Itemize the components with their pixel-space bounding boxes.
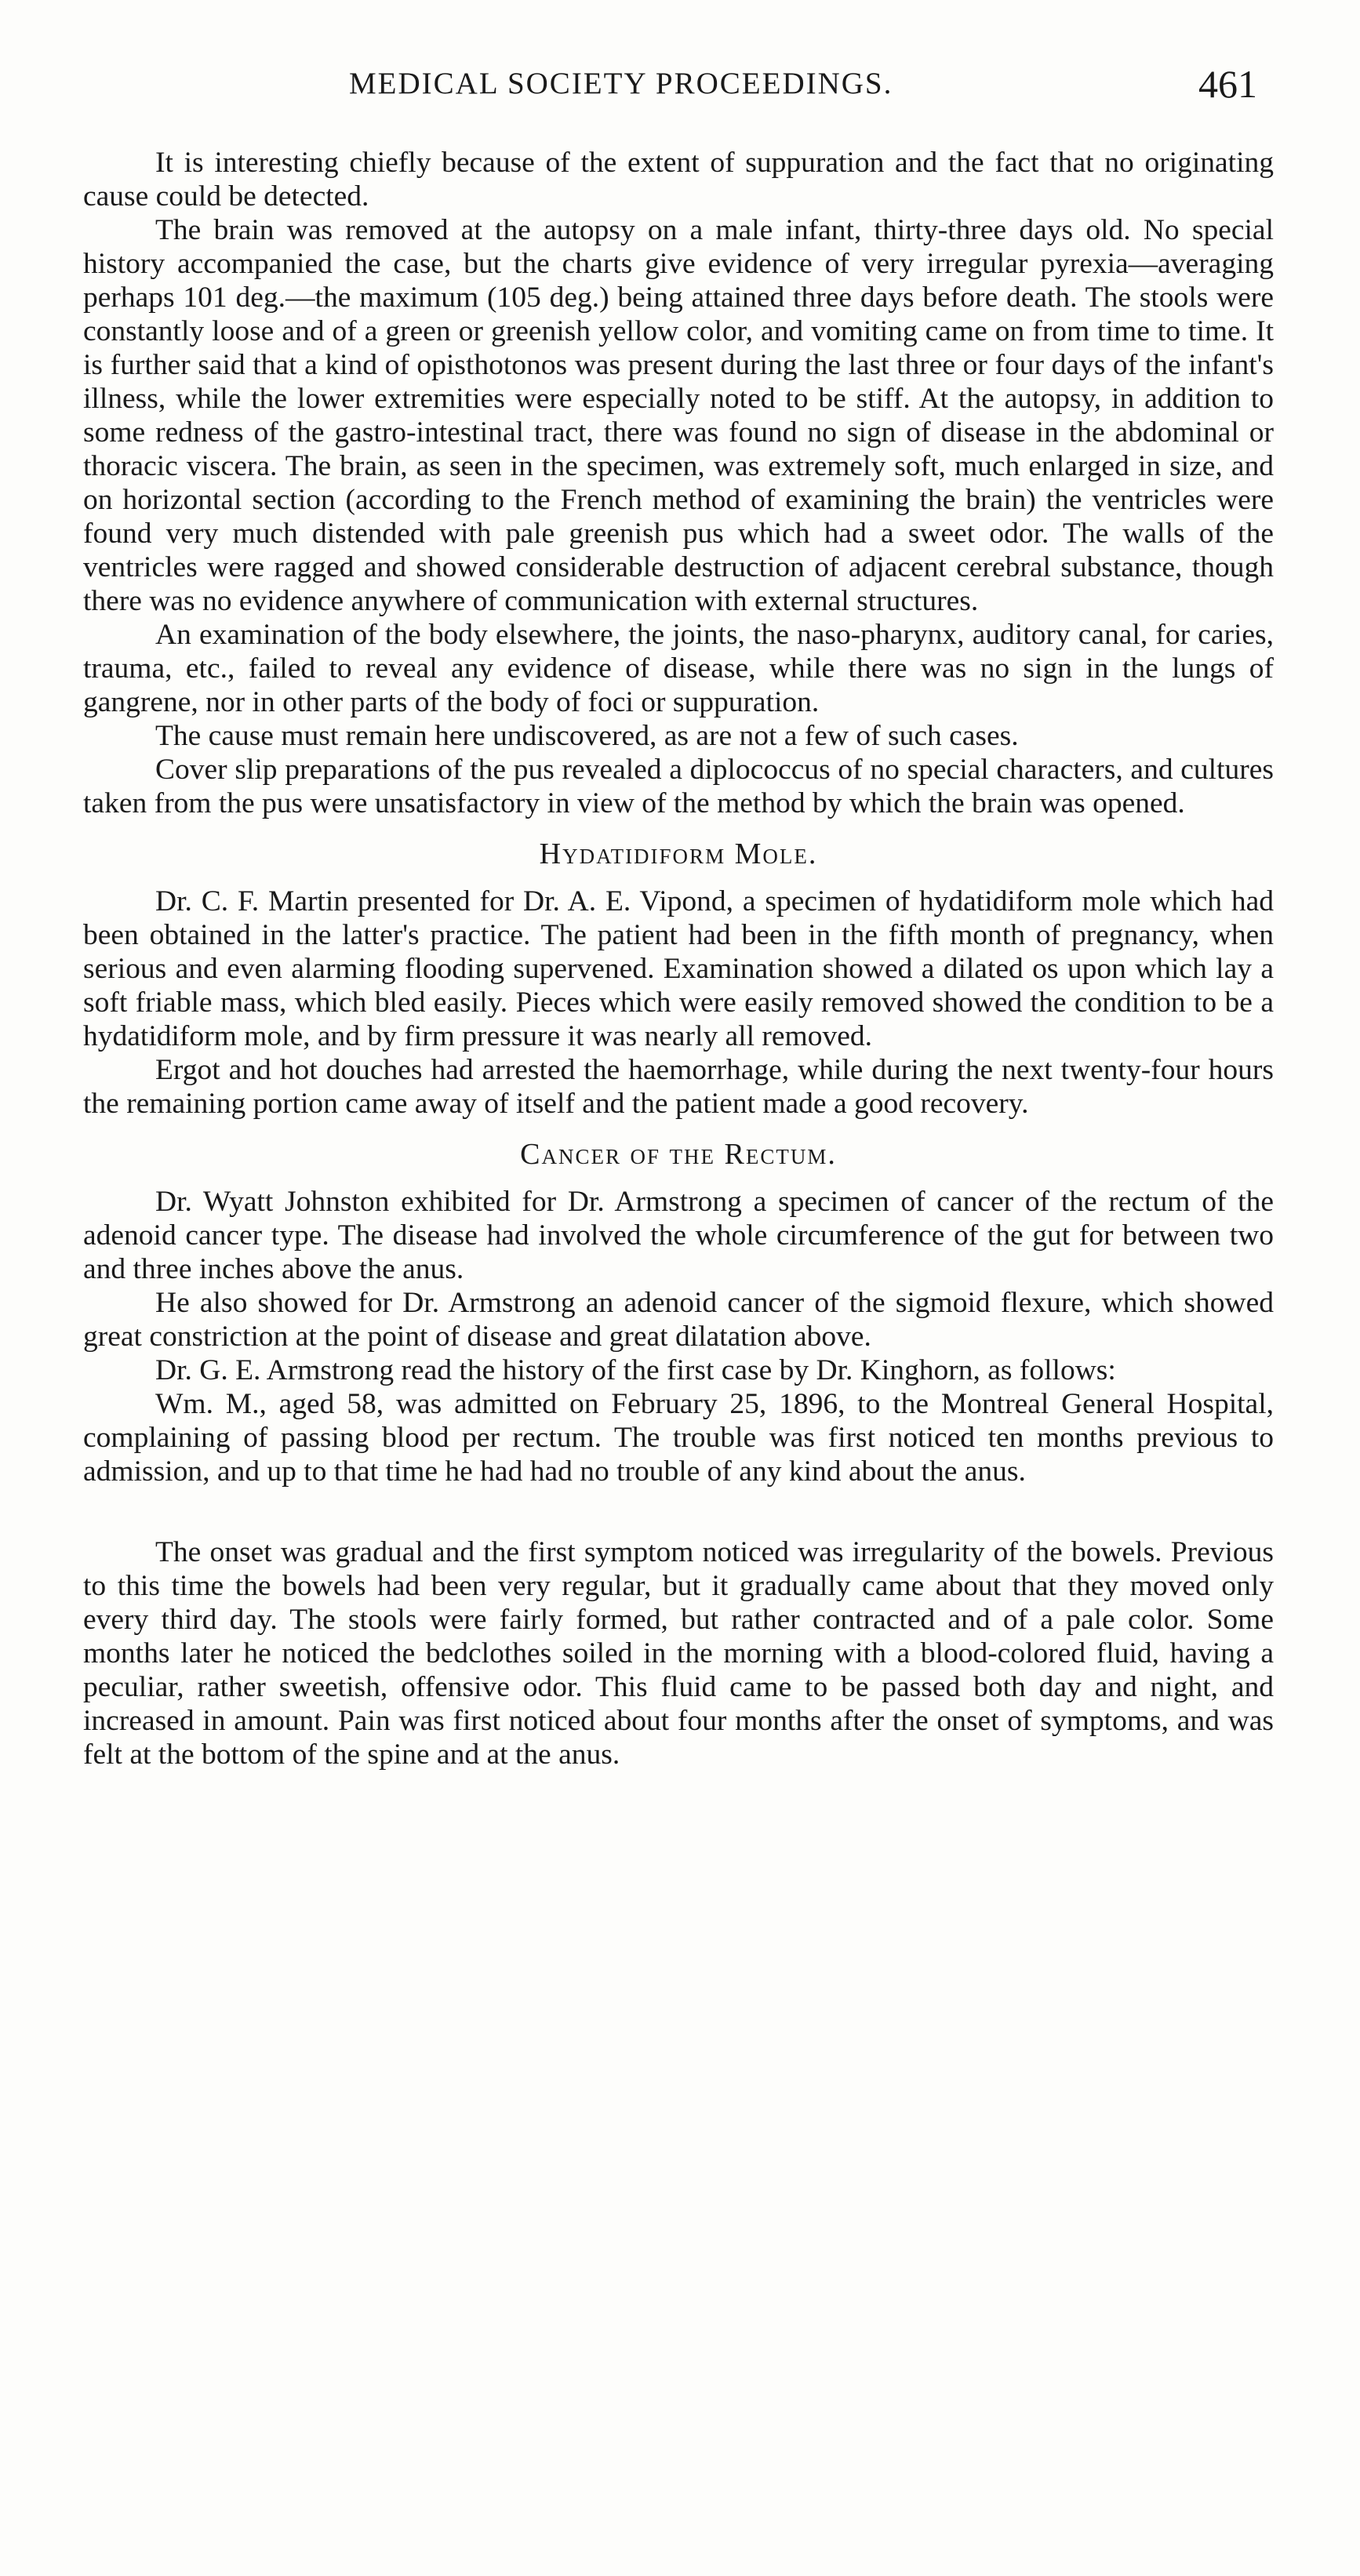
body-text: [83, 146, 1274, 1771]
section-heading-cancer-of-rectum: Cancer of the Rectum.: [520, 1138, 837, 1171]
paragraph: The cause must remain here undiscovered, as are not a few of such cases.: [155, 720, 1019, 752]
section-heading-hydatidiform-mole: Hydatidiform Mole.: [539, 837, 818, 870]
paragraph: Dr. Wyatt Johnston exhibited for Dr. Armstrong a specimen of cancer of the rectum of the adenoid cancer type. The disease had involved the whole circumference of the gut for between two and three inches above the anus.: [83, 1186, 1274, 1285]
paragraph: The onset was gradual and the first symptom noticed was irregularity of the bowels. Previous to this time the bowels had been very regular, but it gradually came about that they moved only every third day. The stools were fairly formed, but rather contracted and of a pale color. Some months later he noticed the bedclothes soiled in the morning with a blood-colored fluid, having a peculiar, rather sweetish, offensive odor. This fluid came to be passed both day and night, and increased in amount. Pain was first noticed about four months after the onset of symptoms, and was felt at the bottom of the spine and at the anus.: [83, 1536, 1274, 1771]
paragraph-gap: [83, 1488, 1274, 1535]
paragraph: Dr. G. E. Armstrong read the history of the first case by Dr. Kinghorn, as follows:: [155, 1354, 1116, 1386]
page-number: 461: [1198, 62, 1257, 106]
paragraph: Ergot and hot douches had arrested the haemorrhage, while during the next twenty-four hours the remaining portion came away of itself and the patient made a good recovery.: [83, 1054, 1274, 1120]
paragraph: Dr. C. F. Martin presented for Dr. A. E. Vipond, a specimen of hydatidiform mole which had been obtained in the latter's practice. The patient had been in the fifth month of pregnancy, when serious and even alarming flooding supervened. Examination showed a dilated os upon which lay a soft friable mass, which bled easily. Pieces which were easily removed showed the condition to be a hydatidiform mole, and by firm pressure it was nearly all removed.: [83, 885, 1274, 1052]
running-title: MEDICAL SOCIETY PROCEEDINGS.: [349, 67, 893, 100]
paragraph: Cover slip preparations of the pus revealed a diplococcus of no special characters, and cultures taken from the pus were unsatisfactory in view of the method by which the brain was opened.: [83, 754, 1274, 819]
page-header: [0, 61, 1360, 116]
paragraph: The brain was removed at the autopsy on a male infant, thirty-three days old. No special history accompanied the case, but the charts give evidence of very irregular pyrexia—averaging perhaps 101 deg.—the maximum (105 deg.) being attained three days before death. The stools were constantly loose and of a green or greenish yellow color, and vomiting came on from time to time. It is further said that a kind of opisthotonos was present during the last three or four days of the infant's illness, while the lower extremities were especially noted to be stiff. At the autopsy, in addition to some redness of the gastro-intestinal tract, there was found no sign of disease in the abdominal or thoracic viscera. The brain, as seen in the specimen, was extremely soft, much enlarged in size, and on horizontal section (according to the French method of examining the brain) the ventricles were found very much distended with pale greenish pus which had a sweet odor. The walls of the ventricles were ragged and showed considerable destruction of adjacent cerebral substance, though there was no evidence anywhere of communication with external structures.: [83, 214, 1274, 617]
paragraph: It is interesting chiefly because of the extent of suppuration and the fact that no originating cause could be detected.: [83, 147, 1274, 213]
paragraph: He also showed for Dr. Armstrong an adenoid cancer of the sigmoid flexure, which showed great constriction at the point of disease and great dilatation above.: [83, 1287, 1274, 1353]
paragraph: An examination of the body elsewhere, the joints, the naso-pharynx, auditory canal, for caries, trauma, etc., failed to reveal any evidence of disease, while there was no sign in the lungs of gangrene, nor in other parts of the body of foci or suppuration.: [83, 619, 1274, 718]
paragraph: Wm. M., aged 58, was admitted on February 25, 1896, to the Montreal General Hospital, complaining of passing blood per rectum. The trouble was first noticed ten months previous to admission, and up to that time he had had no trouble of any kind about the anus.: [83, 1388, 1274, 1488]
